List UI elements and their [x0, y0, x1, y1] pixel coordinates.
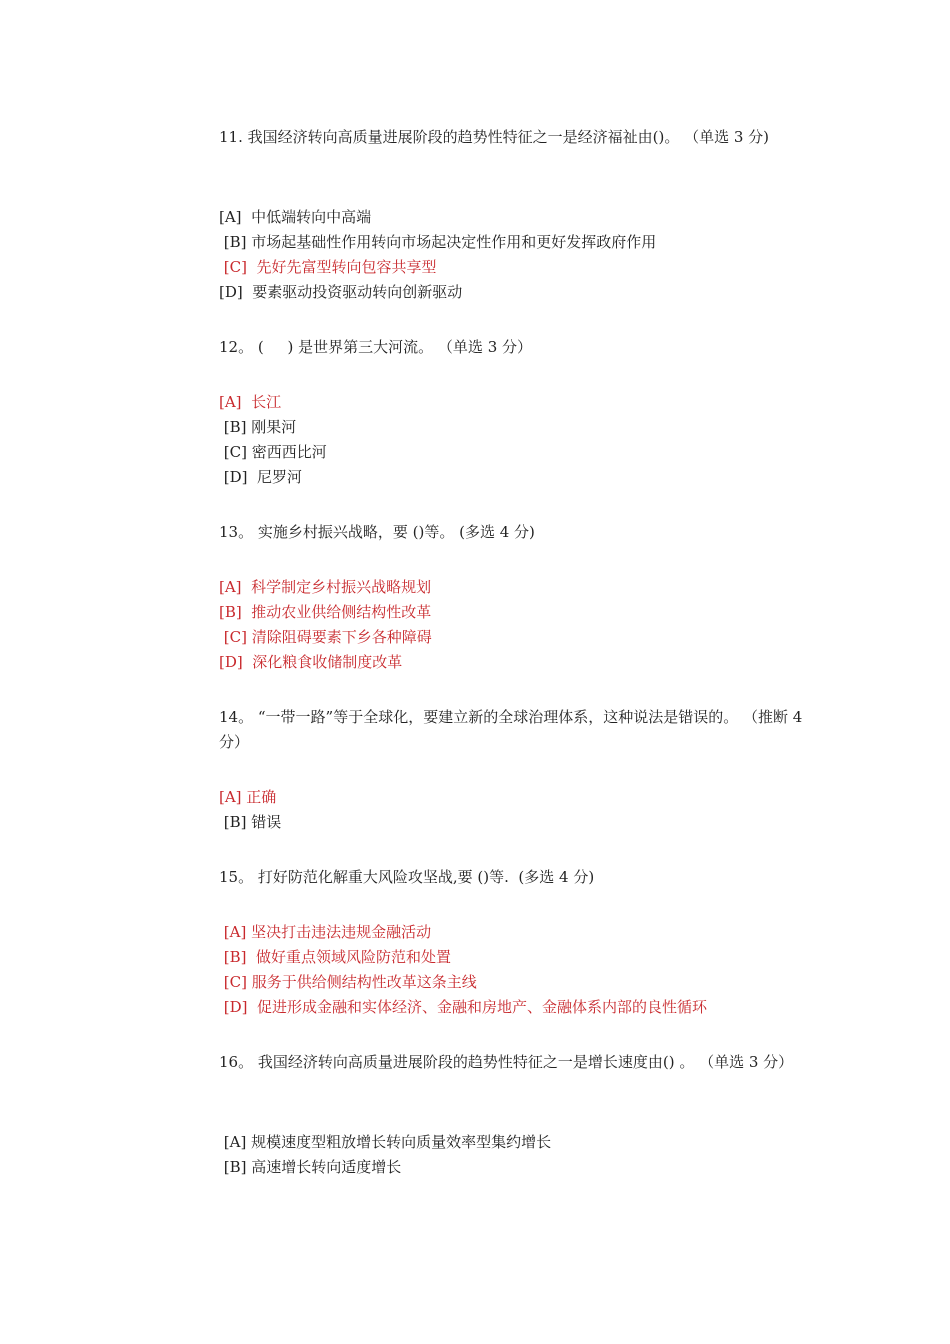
option-a: [A] 中低端转向中高端 — [219, 208, 372, 226]
question-13-stem: 13。 实施乡村振兴战略，要 ()等。 (多选 4 分) — [219, 523, 535, 541]
option-b: [B] 高速增长转向适度增长 — [219, 1158, 402, 1176]
question-11-stem: 11. 我国经济转向高质量进展阶段的趋势性特征之一是经济福祉由()。 （单选 3 分) — [219, 128, 770, 146]
option-c-correct: [C] 先好先富型转向包容共享型 — [219, 258, 437, 276]
question-12-stem: 12。 ( ) 是世界第三大河流。 （单选 3 分） — [219, 338, 533, 356]
option-a: [A] 规模速度型粗放增长转向质量效率型集约增长 — [219, 1133, 552, 1151]
option-b: [B] 错误 — [219, 813, 282, 831]
option-d-correct: [D] 深化粮食收储制度改革 — [219, 653, 403, 671]
option-a-correct: [A] 正确 — [219, 788, 277, 806]
question-13-options — [219, 575, 819, 675]
option-a-correct: [A] 长江 — [219, 393, 282, 411]
question-14-options — [219, 785, 819, 835]
option-d-correct: [D] 促进形成金融和实体经济、金融和房地产、金融体系内部的良性循环 — [219, 998, 708, 1016]
option-b-correct: [B] 做好重点领域风险防范和处置 — [219, 948, 452, 966]
option-c-correct: [C] 服务于供给侧结构性改革这条主线 — [219, 973, 477, 991]
option-c: [C] 密西西比河 — [219, 443, 327, 461]
option-c-correct: [C] 清除阻碍要素下乡各种障碍 — [219, 628, 432, 646]
option-d: [D] 要素驱动投资驱动转向创新驱动 — [219, 283, 463, 301]
question-12-options — [219, 390, 819, 490]
question-16-stem: 16。 我国经济转向高质量进展阶段的趋势性特征之一是增长速度由() 。 （单选 3 分） — [219, 1053, 794, 1071]
option-d: [D] 尼罗河 — [219, 468, 303, 486]
option-b-correct: [B] 推动农业供给侧结构性改革 — [219, 603, 432, 621]
question-16-options — [219, 1130, 819, 1180]
question-14-stem: 14。 “一带一路”等于全球化，要建立新的全球治理体系，这种说法是错误的。 （推断 4 分） — [219, 708, 808, 751]
option-a-correct: [A] 科学制定乡村振兴战略规划 — [219, 578, 432, 596]
option-b: [B] 市场起基础性作用转向市场起决定性作用和更好发挥政府作用 — [219, 233, 657, 251]
question-11-options — [219, 205, 819, 305]
option-b: [B] 刚果河 — [219, 418, 297, 436]
option-a-correct: [A] 坚决打击违法违规金融活动 — [219, 923, 432, 941]
question-15-stem: 15。 打好防范化解重大风险攻坚战,要 ()等. (多选 4 分) — [219, 868, 595, 886]
question-15-options — [219, 920, 819, 1020]
